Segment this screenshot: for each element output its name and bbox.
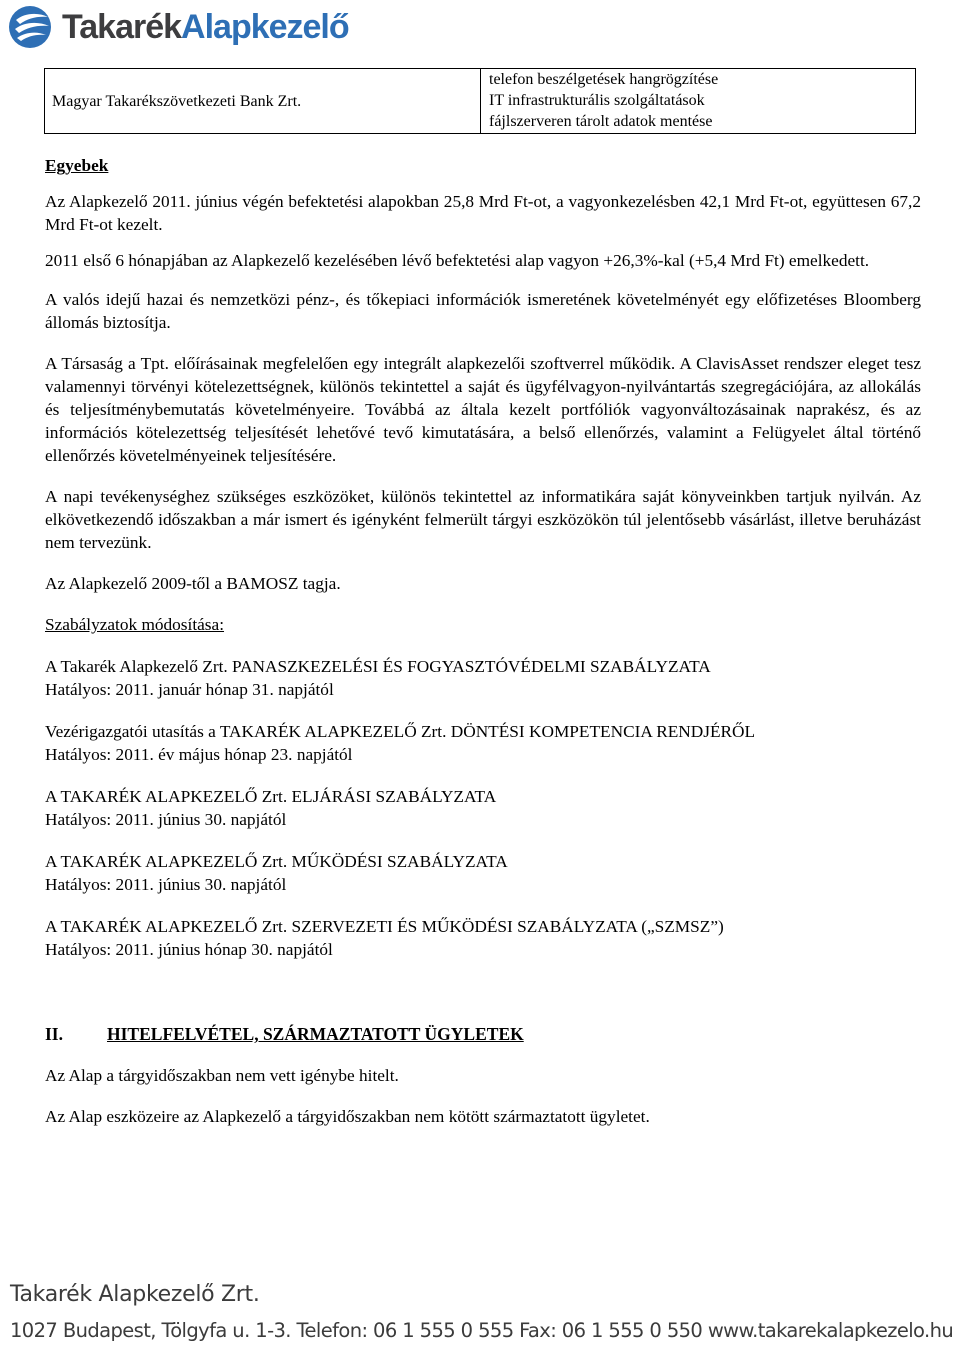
paragraph: A napi tevékenységhez szükséges eszközöket, különös tekintettel az informatikára saját könyveinkben tartjuk nyilván. Az elkövetkezendő időszakban a már ismert és igényként felmerült tárgyi eszközökön túl jelentősebb vásárlást, illetve beruházást nem tervezünk. <box>45 487 921 552</box>
company-logo <box>8 5 388 49</box>
service-item: IT infrastrukturális szolgáltatások <box>489 92 705 109</box>
regulation-title: A Takarék Alapkezelő Zrt. PANASZKEZELÉSI ÉS FOGYASZTÓVÉDELMI SZABÁLYZATA <box>45 657 711 676</box>
service-item: fájlszerveren tárolt adatok mentése <box>489 113 713 130</box>
regulation-title: A TAKARÉK ALAPKEZELŐ Zrt. ELJÁRÁSI SZABÁLYZATA <box>45 787 497 806</box>
section-heading-szabalyzatok: Szabályzatok módosítása: <box>45 615 225 634</box>
table-row <box>45 69 916 134</box>
takarek-swirl-logo-icon <box>8 5 54 49</box>
regulation-effective-date: Hatályos: 2011. június 30. napjától <box>45 810 287 829</box>
section-heading-egyebek: Egyebek <box>45 156 109 175</box>
regulation-effective-date: Hatályos: 2011. június hónap 30. napjától <box>45 940 333 959</box>
regulation-effective-date: Hatályos: 2011. év május hónap 23. napjától <box>45 745 353 764</box>
regulation-title: A TAKARÉK ALAPKEZELŐ Zrt. MŰKÖDÉSI SZABÁLYZATA <box>45 852 508 871</box>
section-number: II. <box>45 1024 63 1044</box>
regulation-item <box>45 720 921 766</box>
section-heading-ii <box>45 1023 921 1046</box>
paragraph: 2011 első 6 hónapjában az Alapkezelő kezelésében lévő befektetési alap vagyon +26,3%-kal (+5,4 Mrd Ft) emelkedett. <box>45 251 870 270</box>
regulation-title: A TAKARÉK ALAPKEZELŐ Zrt. SZERVEZETI ÉS MŰKÖDÉSI SZABÁLYZATA („SZMSZ”) <box>45 917 724 936</box>
document-body <box>45 154 921 1128</box>
services-cell <box>481 69 916 134</box>
regulation-item <box>45 850 921 896</box>
footer-contact-line: 1027 Budapest, Tölgyfa u. 1-3. Telefon: 06 1 555 0 555 Fax: 06 1 555 0 550 www.takarekalapkezelo.hu <box>10 1319 954 1342</box>
regulation-effective-date: Hatályos: 2011. június 30. napjától <box>45 875 287 894</box>
regulation-item <box>45 655 921 701</box>
provider-name: Magyar Takarékszövetkezeti Bank Zrt. <box>52 92 302 110</box>
logo-wordmark: TakarékAlapkezelő <box>62 8 349 46</box>
footer-company-name: Takarék Alapkezelő Zrt. <box>10 1282 260 1307</box>
paragraph: A valós idejű hazai és nemzetközi pénz-, és tőkepiaci információk ismeretének követelményét egy előfizetéses Bloomberg állomás biztosítja. <box>45 290 921 332</box>
service-provider-table <box>44 68 916 134</box>
provider-cell <box>45 69 481 134</box>
paragraph: Az Alap eszközeire az Alapkezelő a tárgyidőszakban nem kötött származtatott ügyletet. <box>45 1107 650 1126</box>
regulation-item <box>45 915 921 961</box>
paragraph: A Társaság a Tpt. előírásainak megfelelően egy integrált alapkezelői szoftverrel működik. A ClavisAsset rendszer eleget tesz valamennyi törvényi kötelezettségnek, különös tekintettel a saját és ügyfélvagyon-nyilvántartás szegregációjára, az allokálás és teljesítménybemutatás követelményeire. Továbbá az általa kezelt portfóliók vagyonváltozásainak naprakész, és az információs kötelezettség teljesítését lehetővé tevő kimutatására, a belső ellenőrzés, valamint a Felügyelet által történő ellenőrzés követelményeinek teljesítésére. <box>45 354 921 465</box>
service-item: telefon beszélgetések hangrögzítése <box>489 71 719 88</box>
paragraph: Az Alapkezelő 2011. június végén befektetési alapokban 25,8 Mrd Ft-ot, a vagyonkezelésben 42,1 Mrd Ft-ot, együttesen 67,2 Mrd Ft-ot kezelt. <box>45 192 921 234</box>
paragraph: Az Alapkezelő 2009-től a BAMOSZ tagja. <box>45 574 341 593</box>
section-title: HITELFELVÉTEL, SZÁRMAZTATOTT ÜGYLETEK <box>107 1024 524 1044</box>
regulation-item <box>45 785 921 831</box>
paragraph: Az Alap a tárgyidőszakban nem vett igénybe hitelt. <box>45 1066 399 1085</box>
page-footer <box>10 1282 954 1343</box>
regulation-title: Vezérigazgatói utasítás a TAKARÉK ALAPKEZELŐ Zrt. DÖNTÉSI KOMPETENCIA RENDJÉRŐL <box>45 722 756 741</box>
regulation-effective-date: Hatályos: 2011. január hónap 31. napjától <box>45 680 334 699</box>
